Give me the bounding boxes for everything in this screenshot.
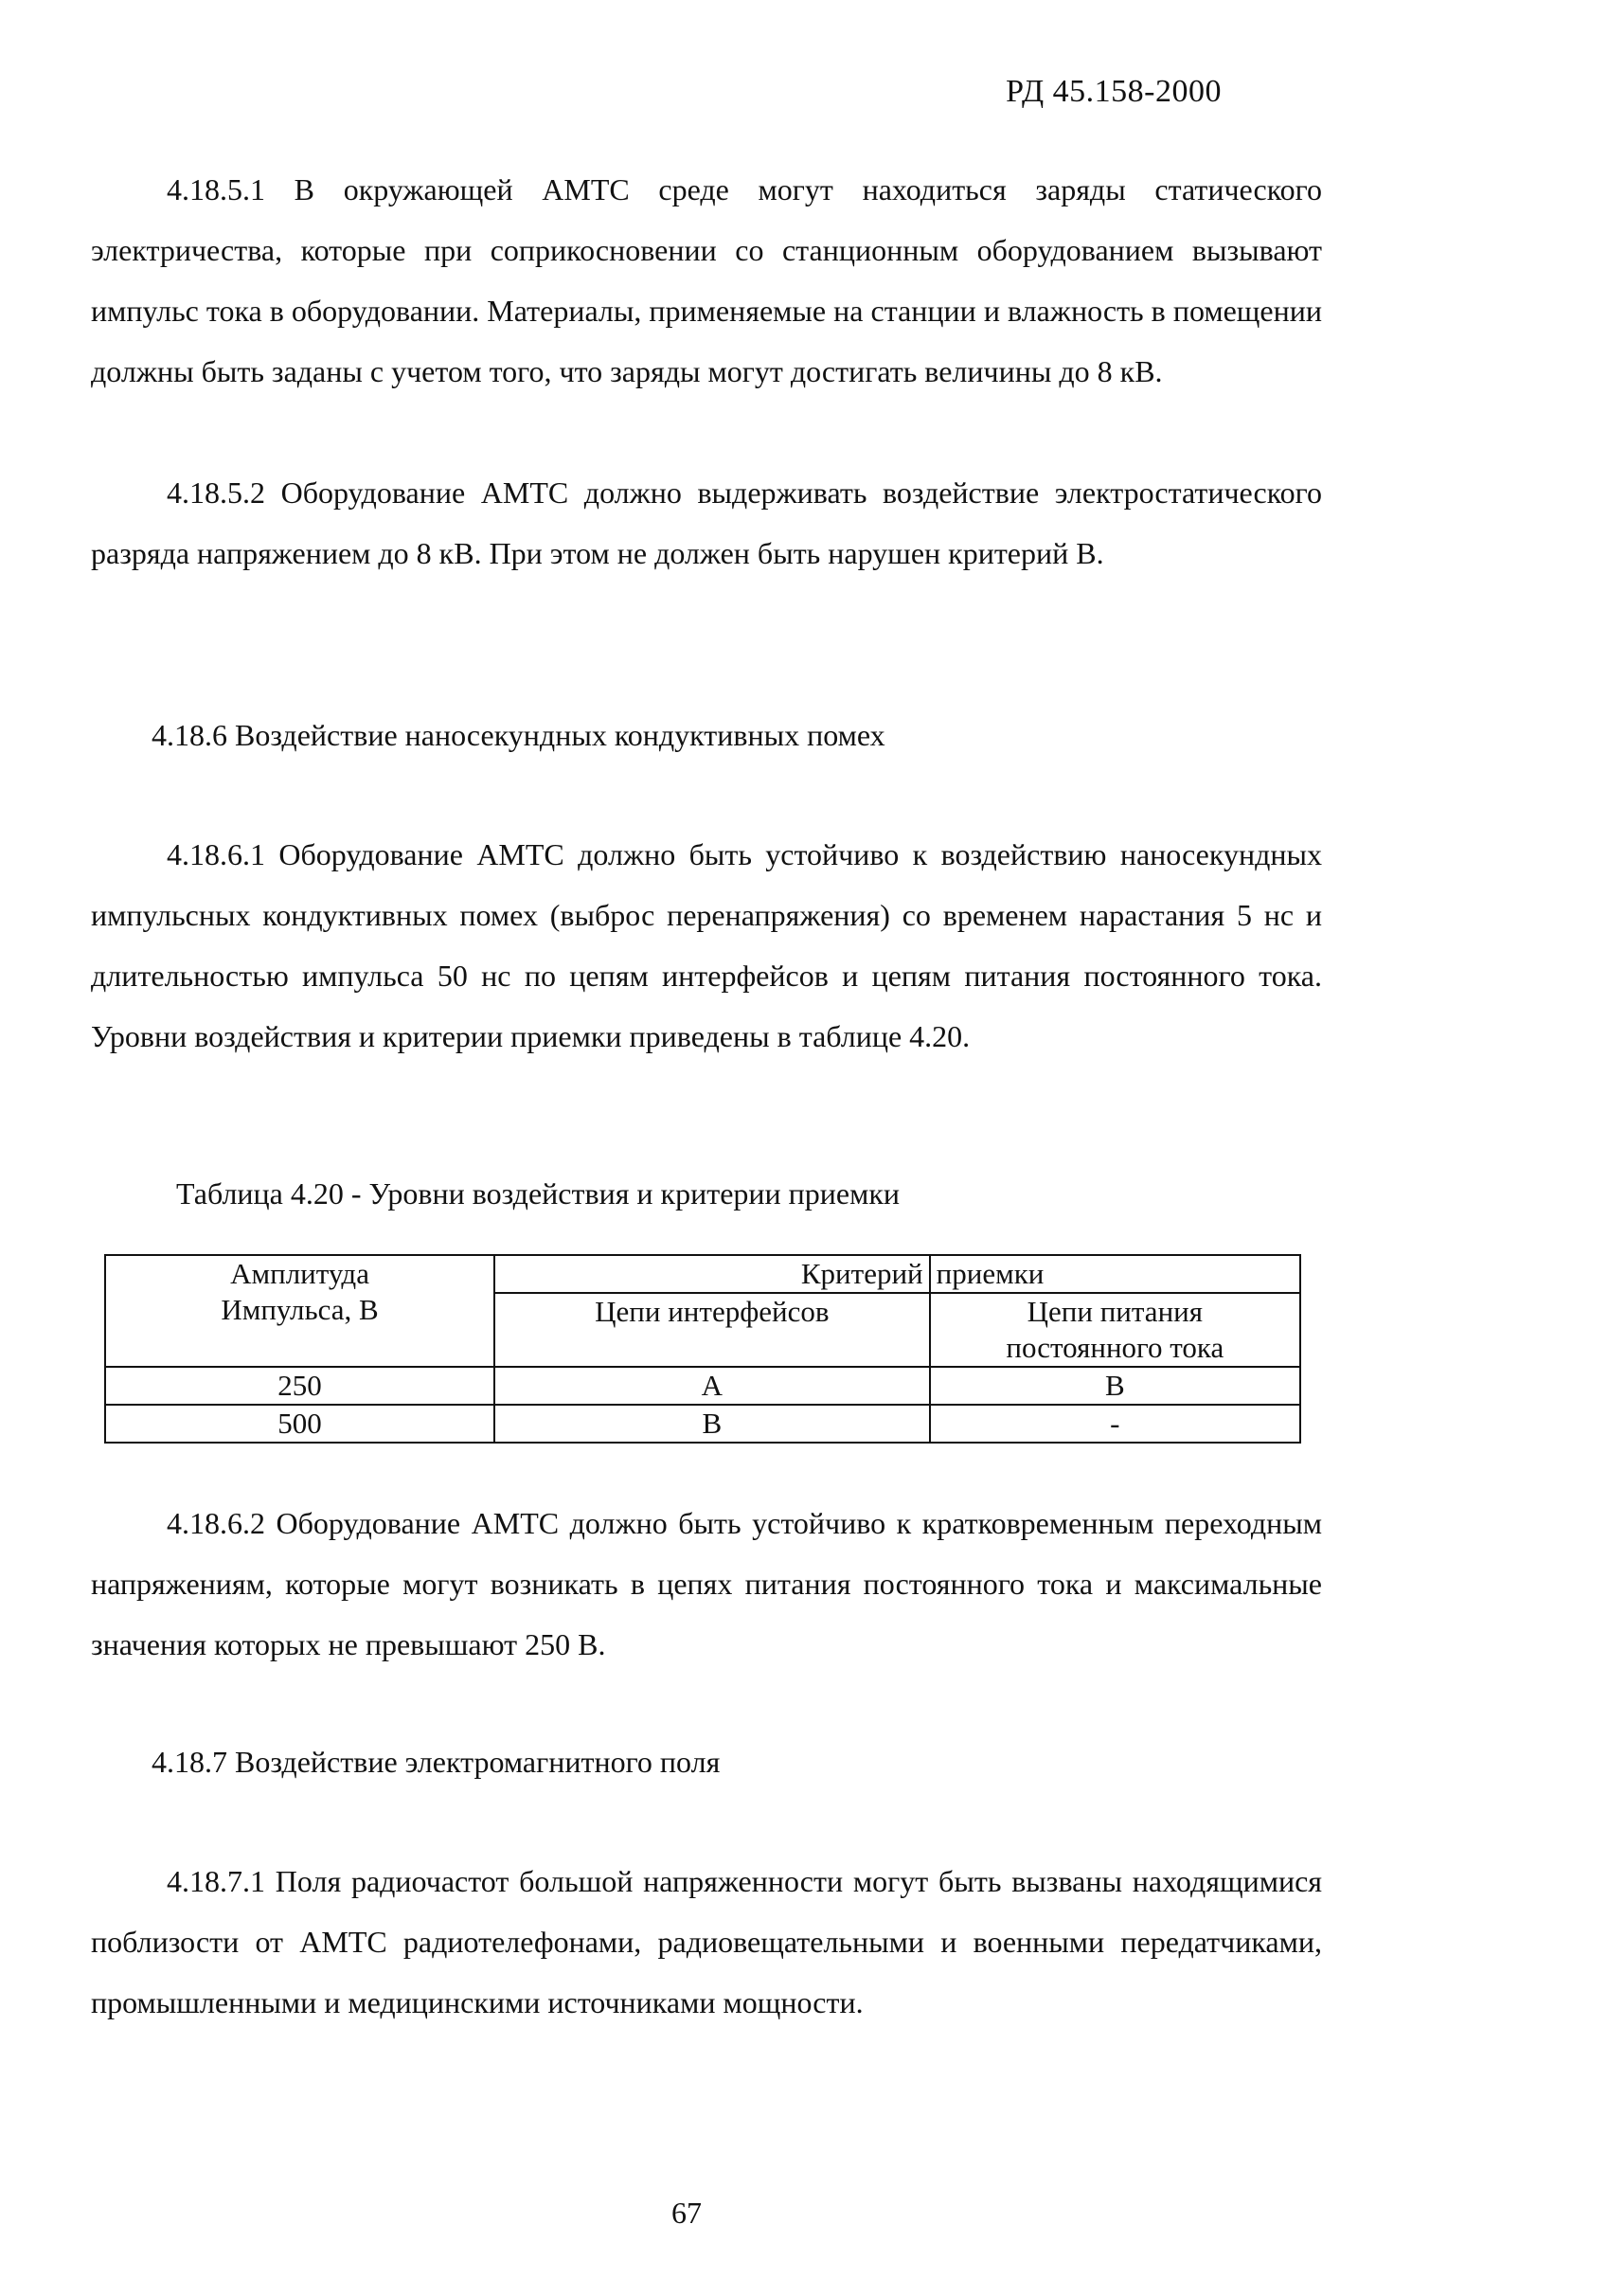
paragraph-4-18-5-2 — [91, 462, 1322, 583]
header-power-line2: постоянного тока — [1006, 1331, 1224, 1364]
page-number: 67 — [671, 2196, 702, 2230]
cell-power: В — [930, 1367, 1300, 1405]
paragraph-4-18-7-1-text: 4.18.7.1 Поля радиочастот большой напряженности могут быть вызваны находящимися поблизости от АМТС радиотелефонами, радиовещательными и военными передатчиками, промышленными и медицинскими источниками мощности. — [91, 1864, 1322, 2019]
header-criterion-left: Критерий — [494, 1255, 930, 1293]
header-amplitude — [105, 1255, 494, 1367]
heading-4-18-7: 4.18.7 Воздействие электромагнитного поля — [152, 1745, 721, 1779]
paragraph-4-18-7-1 — [91, 1851, 1322, 2033]
cell-amplitude: 500 — [105, 1405, 494, 1443]
paragraph-4-18-5-1-text: 4.18.5.1 В окружающей АМТС среде могут находиться заряды статического электричества, которые при соприкосновении со станционным оборудованием вызывают импульс тока в оборудовании. Материалы, применяемые на станции и влажность в помещении должны быть заданы с учетом того, что заряды могут достигать величины до 8 кВ. — [91, 172, 1322, 388]
cell-interfaces: А — [494, 1367, 930, 1405]
header-interfaces: Цепи интерфейсов — [494, 1293, 930, 1367]
header-power-line1: Цепи питания — [1027, 1295, 1204, 1328]
header-amplitude-line1: Амплитуда — [230, 1257, 369, 1290]
header-power — [930, 1293, 1300, 1367]
cell-power: - — [930, 1405, 1300, 1443]
paragraph-4-18-6-2 — [91, 1493, 1322, 1675]
paragraph-4-18-6-2-text: 4.18.6.2 Оборудование АМТС должно быть устойчиво к кратковременным переходным напряжениям, которые могут возникать в цепях питания постоянного тока и максимальные значения которых не превышают 250 В. — [91, 1506, 1322, 1661]
cell-amplitude: 250 — [105, 1367, 494, 1405]
header-amplitude-line2: Импульса, В — [221, 1293, 379, 1326]
table-row — [105, 1367, 1300, 1405]
heading-4-18-6: 4.18.6 Воздействие наносекундных кондуктивных помех — [152, 718, 885, 752]
table-header-row-1 — [105, 1255, 1300, 1293]
document-code: РД 45.158-2000 — [1006, 74, 1222, 109]
table-caption: Таблица 4.20 - Уровни воздействия и критерии приемки — [176, 1176, 901, 1211]
criteria-table — [104, 1254, 1301, 1444]
header-criterion-right: приемки — [930, 1255, 1300, 1293]
paragraph-4-18-6-1-text: 4.18.6.1 Оборудование АМТС должно быть устойчиво к воздействию наносекундных импульсных кондуктивных помех (выброс перенапряжения) со временем нарастания 5 нс и длительностью импульса 50 нс по цепям интерфейсов и цепям питания постоянного тока. Уровни воздействия и критерии приемки приведены в таблице 4.20. — [91, 837, 1322, 1053]
table-row — [105, 1405, 1300, 1443]
paragraph-4-18-5-2-text: 4.18.5.2 Оборудование АМТС должно выдерживать воздействие электростатического разряда напряжением до 8 кВ. При этом не должен быть нарушен критерий В. — [91, 475, 1322, 570]
cell-interfaces: В — [494, 1405, 930, 1443]
paragraph-4-18-6-1 — [91, 824, 1322, 1067]
paragraph-4-18-5-1 — [91, 159, 1322, 402]
